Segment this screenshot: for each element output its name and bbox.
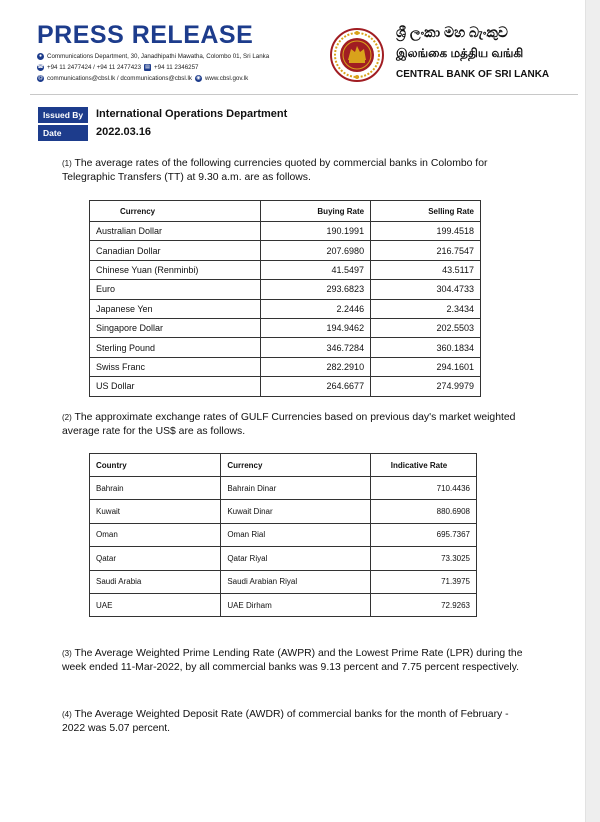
table-cell: 202.5503	[371, 318, 481, 337]
table-cell: Singapore Dollar	[90, 318, 261, 337]
fax-icon: ▤	[145, 64, 150, 70]
table-cell: 199.4518	[371, 222, 481, 241]
table-cell: 264.6677	[261, 377, 371, 396]
table-row	[90, 500, 477, 523]
date-label: Date	[38, 125, 88, 141]
section-4-text: The Average Weighted Deposit Rate (AWDR) of commercial banks for the month of February - 2022 was 5.07 percent.	[62, 709, 509, 734]
table-row	[90, 338, 481, 357]
table-row	[90, 318, 481, 337]
section-4-paragraph	[62, 708, 530, 736]
column-header-buying-rate: Buying Rate	[261, 201, 371, 222]
table-cell: 72.9263	[370, 593, 476, 616]
table-cell: 194.9462	[261, 318, 371, 337]
section-2-text: The approximate exchange rates of GULF Currencies based on previous day's market weighted average rate for the US$ are as follows.	[62, 412, 516, 437]
table-cell: Oman	[90, 523, 221, 546]
table-cell: 71.3975	[370, 570, 476, 593]
bank-name-tamil: இலங்கை மத்திய வங்கி	[396, 46, 524, 60]
column-header-indicative-rate: Indicative Rate	[370, 454, 476, 477]
table-cell: Bahrain Dinar	[221, 477, 370, 500]
table-cell: Kuwait Dinar	[221, 500, 370, 523]
section-1-text: The average rates of the following currencies quoted by commercial banks in Colombo for Telegraphic Transfers (TT) at 9.30 a.m. are as follows.	[62, 158, 488, 183]
phone-fax-line	[37, 64, 199, 71]
issued-by-label: Issued By	[38, 107, 88, 123]
table-cell: Qatar Riyal	[221, 547, 370, 570]
table-cell: 304.4733	[371, 280, 481, 299]
table-row	[90, 357, 481, 376]
section-4-number: (4)	[62, 710, 72, 719]
fax-text: +94 11 2346257	[154, 64, 199, 71]
table-cell: Canadian Dollar	[90, 241, 261, 260]
table-row	[90, 299, 481, 318]
table-row	[90, 547, 477, 570]
table-cell: 73.3025	[370, 547, 476, 570]
table-cell: UAE	[90, 593, 221, 616]
website-link[interactable]: www.cbsl.gov.lk	[204, 75, 249, 82]
phone-icon: ☎	[37, 64, 44, 70]
table-cell: 294.1601	[371, 357, 481, 376]
table-cell: Saudi Arabia	[90, 570, 221, 593]
table-cell: Oman Rial	[221, 523, 370, 546]
table-cell: 282.2910	[261, 357, 371, 376]
header-divider	[30, 94, 578, 95]
email-icon: @	[37, 75, 44, 81]
press-release-title: PRESS RELEASE	[37, 21, 254, 49]
issued-by-value: International Operations Department	[96, 108, 288, 120]
table-cell: Swiss Franc	[90, 357, 261, 376]
table-cell: 710.4436	[370, 477, 476, 500]
table-cell: 2.2446	[261, 299, 371, 318]
table-row	[90, 260, 481, 279]
address-line	[37, 53, 269, 60]
table-cell: Japanese Yen	[90, 299, 261, 318]
gulf-rates-table	[89, 453, 477, 617]
table-cell: US Dollar	[90, 377, 261, 396]
table-row	[90, 280, 481, 299]
table-cell: 293.6823	[261, 280, 371, 299]
table-cell: 360.1834	[371, 338, 481, 357]
page-edge-shadow	[585, 0, 600, 822]
section-1-number: (1)	[62, 159, 72, 168]
section-2-number: (2)	[62, 413, 72, 422]
table-cell: Kuwait	[90, 500, 221, 523]
table-row	[90, 222, 481, 241]
table-cell: 2.3434	[371, 299, 481, 318]
column-header-currency: Currency	[90, 201, 261, 222]
table-cell: Euro	[90, 280, 261, 299]
section-1-paragraph	[62, 157, 530, 185]
table-cell: 695.7367	[370, 523, 476, 546]
table-row	[90, 377, 481, 396]
table-cell: Chinese Yuan (Renminbi)	[90, 260, 261, 279]
table-row	[90, 523, 477, 546]
table-cell: 216.7547	[371, 241, 481, 260]
phone-text: +94 11 2477424 / +94 11 2477423	[47, 64, 142, 71]
table-cell: Sterling Pound	[90, 338, 261, 357]
email-web-line	[37, 75, 248, 82]
email-text[interactable]: communications@cbsl.lk / dcommunications@cbsl.lk	[47, 75, 192, 82]
table-row	[90, 241, 481, 260]
date-value: 2022.03.16	[96, 126, 152, 138]
section-3-number: (3)	[62, 649, 72, 658]
table-cell: 41.5497	[261, 260, 371, 279]
section-2-paragraph	[62, 411, 530, 439]
bank-name-sinhala: ශ්‍රී ලංකා මහ බැංකුව	[396, 24, 508, 40]
column-header-selling-rate: Selling Rate	[371, 201, 481, 222]
table-cell: 346.7284	[261, 338, 371, 357]
table-header-row	[90, 201, 481, 222]
address-text: Communications Department, 30, Janadhipathi Mawatha, Colombo 01, Sri Lanka	[47, 53, 270, 60]
location-icon: ●	[38, 53, 43, 59]
table-header-row	[90, 454, 477, 477]
bank-name-english: CENTRAL BANK OF SRI LANKA	[396, 69, 550, 80]
web-icon: ◉	[196, 75, 201, 81]
table-cell: 207.6980	[261, 241, 371, 260]
table-row	[90, 593, 477, 616]
table-cell: 190.1991	[261, 222, 371, 241]
table-cell: Saudi Arabian Riyal	[221, 570, 370, 593]
column-header-currency: Currency	[221, 454, 370, 477]
table-row	[90, 570, 477, 593]
table-cell: Qatar	[90, 547, 221, 570]
tt-rates-table	[89, 200, 481, 397]
table-cell: UAE Dirham	[221, 593, 370, 616]
section-3-paragraph	[62, 647, 530, 675]
table-cell: 43.5117	[371, 260, 481, 279]
table-cell: Bahrain	[90, 477, 221, 500]
table-row	[90, 477, 477, 500]
table-cell: Australian Dollar	[90, 222, 261, 241]
table-cell: 880.6908	[370, 500, 476, 523]
press-release-header	[0, 0, 586, 92]
table-cell: 274.9979	[371, 377, 481, 396]
section-3-text: The Average Weighted Prime Lending Rate (AWPR) and the Lowest Prime Rate (LPR) during the week ended 11-Mar-2022, by all commercial banks was 9.13 percent and 7.75 percent respectively.	[62, 648, 523, 673]
cbsl-emblem-icon	[330, 27, 384, 83]
column-header-country: Country	[90, 454, 221, 477]
